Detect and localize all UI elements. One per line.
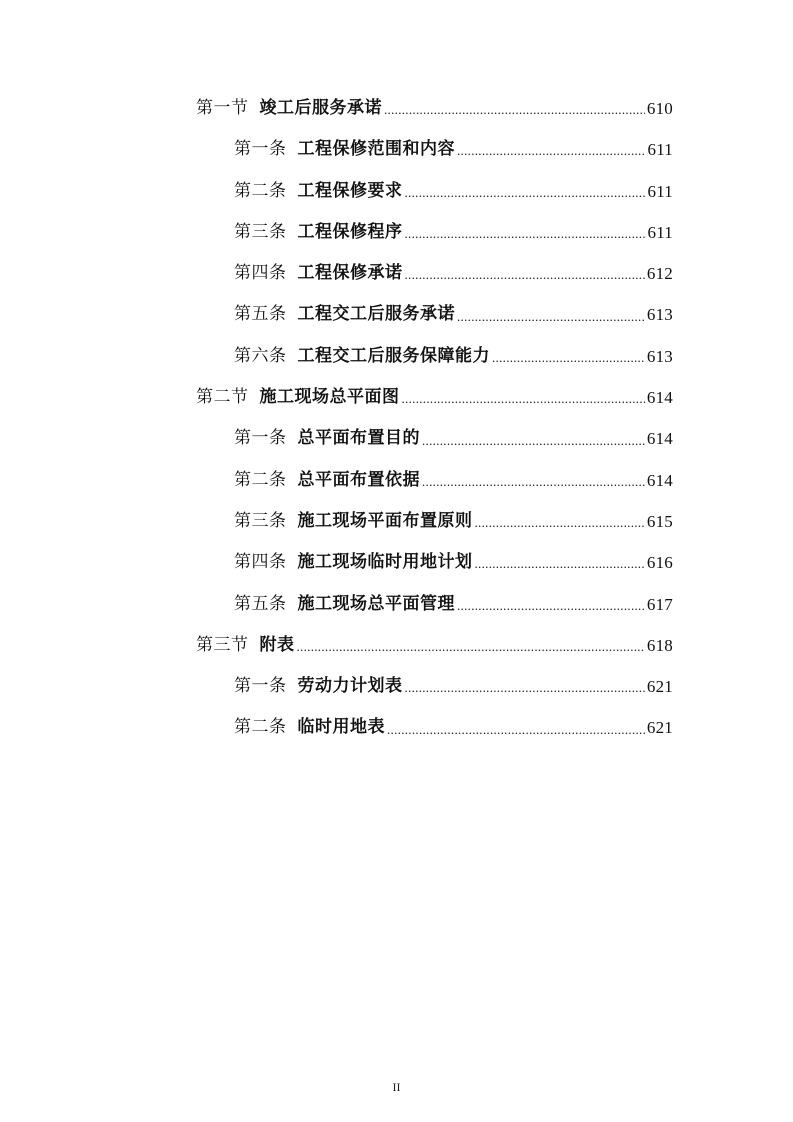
toc-entry-page: 611 <box>647 222 673 242</box>
dot-leader <box>457 295 645 336</box>
toc-entry-title: 总平面布置依据 <box>297 469 420 490</box>
toc-entry[interactable] <box>196 625 673 666</box>
toc-entry[interactable] <box>234 418 673 459</box>
toc-entry-title: 工程交工后服务承诺 <box>297 304 455 325</box>
toc-entry-title: 工程保修范围和内容 <box>297 139 455 160</box>
toc-entry-number: 第二条 <box>234 469 287 490</box>
toc-entry[interactable] <box>234 212 673 253</box>
dot-leader <box>492 336 645 377</box>
toc-entry-number: 第二节 <box>196 387 249 408</box>
dot-leader <box>422 460 645 501</box>
toc-entry-number: 第二条 <box>234 717 287 738</box>
dot-leader <box>405 212 646 253</box>
toc-entry-page: 615 <box>646 511 673 531</box>
toc-entry-title: 工程交工后服务保障能力 <box>297 345 490 366</box>
dot-leader <box>405 666 645 707</box>
toc-entry-page: 610 <box>646 99 673 118</box>
toc-entry-page: 611 <box>647 140 673 160</box>
page-number: II <box>392 1080 401 1094</box>
toc-entry[interactable] <box>234 460 673 501</box>
toc-entry-page: 618 <box>646 635 673 655</box>
toc-entry-page: 614 <box>646 388 673 408</box>
dot-leader <box>387 708 645 749</box>
toc-entry-page: 614 <box>646 470 673 490</box>
toc-entry-title: 施工现场平面布置原则 <box>297 510 473 531</box>
dot-leader <box>475 542 645 583</box>
toc-entry[interactable] <box>234 129 673 170</box>
dot-leader <box>297 625 645 666</box>
toc-entry[interactable] <box>234 336 673 377</box>
toc-entry-number: 第一条 <box>234 428 287 449</box>
toc-entry[interactable] <box>234 253 673 294</box>
dot-leader <box>422 419 645 460</box>
toc-entry-page: 617 <box>646 594 673 614</box>
toc-entry-number: 第五条 <box>234 593 287 614</box>
toc-entry-title: 总平面布置目的 <box>297 428 420 449</box>
toc-entry-number: 第三条 <box>234 510 287 531</box>
toc-entry[interactable] <box>196 88 673 129</box>
toc-entry-number: 第五条 <box>234 304 287 325</box>
toc-entry-number: 第三节 <box>196 634 249 655</box>
toc-entry-title: 工程保修程序 <box>297 221 403 242</box>
dot-leader <box>384 88 645 129</box>
toc-entry[interactable] <box>234 584 673 625</box>
dot-leader <box>457 129 646 170</box>
toc-entry-number: 第四条 <box>234 263 287 284</box>
toc-entry-number: 第二条 <box>234 180 287 201</box>
dot-leader <box>405 171 646 212</box>
toc-entry[interactable] <box>234 171 673 212</box>
toc-entry-number: 第六条 <box>234 345 287 366</box>
dot-leader <box>405 253 645 294</box>
dot-leader <box>457 584 645 625</box>
toc-entry-page: 613 <box>646 305 673 325</box>
toc-entry-title: 施工现场总平面图 <box>259 387 400 408</box>
toc-entry[interactable] <box>234 707 673 748</box>
toc-entry[interactable] <box>234 666 673 707</box>
toc-entry-title: 竣工后服务承诺 <box>259 98 382 118</box>
toc-entry-title: 工程保修要求 <box>297 180 403 201</box>
dot-leader <box>402 377 645 418</box>
toc-entry-number: 第三条 <box>234 221 287 242</box>
toc-entry-number: 第一条 <box>234 676 287 697</box>
toc-entry-page: 616 <box>646 553 673 573</box>
toc-entry-number: 第一节 <box>196 98 249 118</box>
toc-entry-title: 劳动力计划表 <box>297 676 403 697</box>
toc-entry[interactable] <box>234 542 673 583</box>
toc-entry[interactable] <box>234 501 673 542</box>
toc-entry-title: 施工现场临时用地计划 <box>297 552 473 573</box>
toc-entry-page: 614 <box>646 429 673 449</box>
toc-entry[interactable] <box>196 377 673 418</box>
toc-entry-number: 第四条 <box>234 552 287 573</box>
table-of-contents <box>0 88 793 749</box>
toc-entry-title: 工程保修承诺 <box>297 263 403 284</box>
toc-entry-title: 临时用地表 <box>297 717 385 738</box>
toc-entry-page: 612 <box>646 264 673 284</box>
toc-entry-title: 附表 <box>259 634 295 655</box>
toc-entry-page: 621 <box>646 677 673 697</box>
toc-entry-page: 621 <box>646 718 673 738</box>
toc-entry-title: 施工现场总平面管理 <box>297 593 455 614</box>
toc-entry-page: 613 <box>646 346 673 366</box>
toc-entry[interactable] <box>234 294 673 335</box>
toc-entry-page: 611 <box>647 181 673 201</box>
toc-entry-number: 第一条 <box>234 139 287 160</box>
dot-leader <box>475 501 645 542</box>
